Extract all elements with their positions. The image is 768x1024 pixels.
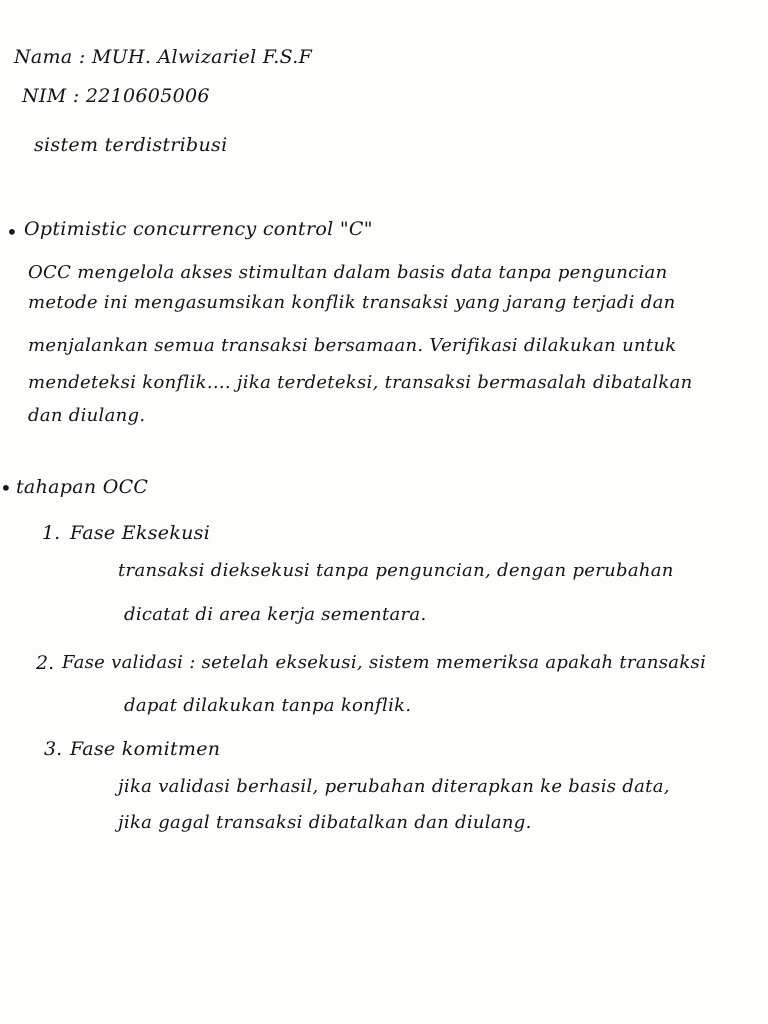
step-title: Fase validasi : setelah eksekusi, sistem memeriksa apakah transaksi bbox=[62, 652, 707, 673]
body-line: metode ini mengasumsikan konflik transaksi yang jarang terjadi dan bbox=[28, 292, 676, 313]
student-id: NIM : 2210605006 bbox=[22, 85, 210, 107]
body-line: menjalankan semua transaksi bersamaan. Verifikasi dilakukan untuk bbox=[28, 335, 677, 356]
body-line: OCC mengelola akses stimultan dalam basis data tanpa penguncian bbox=[28, 262, 668, 283]
step-number: 2. bbox=[36, 652, 55, 674]
step-line: jika gagal transaksi dibatalkan dan diulang. bbox=[118, 812, 532, 833]
step-line: jika validasi berhasil, perubahan diterapkan ke basis data, bbox=[118, 776, 670, 797]
body-line: mendeteksi konflik.... jika terdeteksi, transaksi bermasalah dibatalkan bbox=[28, 372, 693, 393]
step-number: 3. bbox=[44, 738, 63, 760]
step-line: dicatat di area kerja sementara. bbox=[124, 604, 427, 625]
step-line: transaksi dieksekusi tanpa penguncian, dengan perubahan bbox=[118, 560, 674, 581]
step-title: Fase komitmen bbox=[70, 738, 221, 760]
step-number: 1. bbox=[42, 522, 61, 544]
course-title: sistem terdistribusi bbox=[34, 134, 228, 156]
step-line: dapat dilakukan tanpa konflik. bbox=[124, 695, 412, 716]
bullet-point: • bbox=[6, 220, 18, 244]
section-title-occ: Optimistic concurrency control "C" bbox=[24, 218, 373, 240]
section-title-tahapan: tahapan OCC bbox=[16, 476, 149, 498]
bullet-point: • bbox=[0, 476, 12, 500]
step-title: Fase Eksekusi bbox=[70, 522, 211, 544]
student-name: Nama : MUH. Alwizariel F.S.F bbox=[14, 46, 313, 68]
body-line: dan diulang. bbox=[28, 405, 146, 426]
